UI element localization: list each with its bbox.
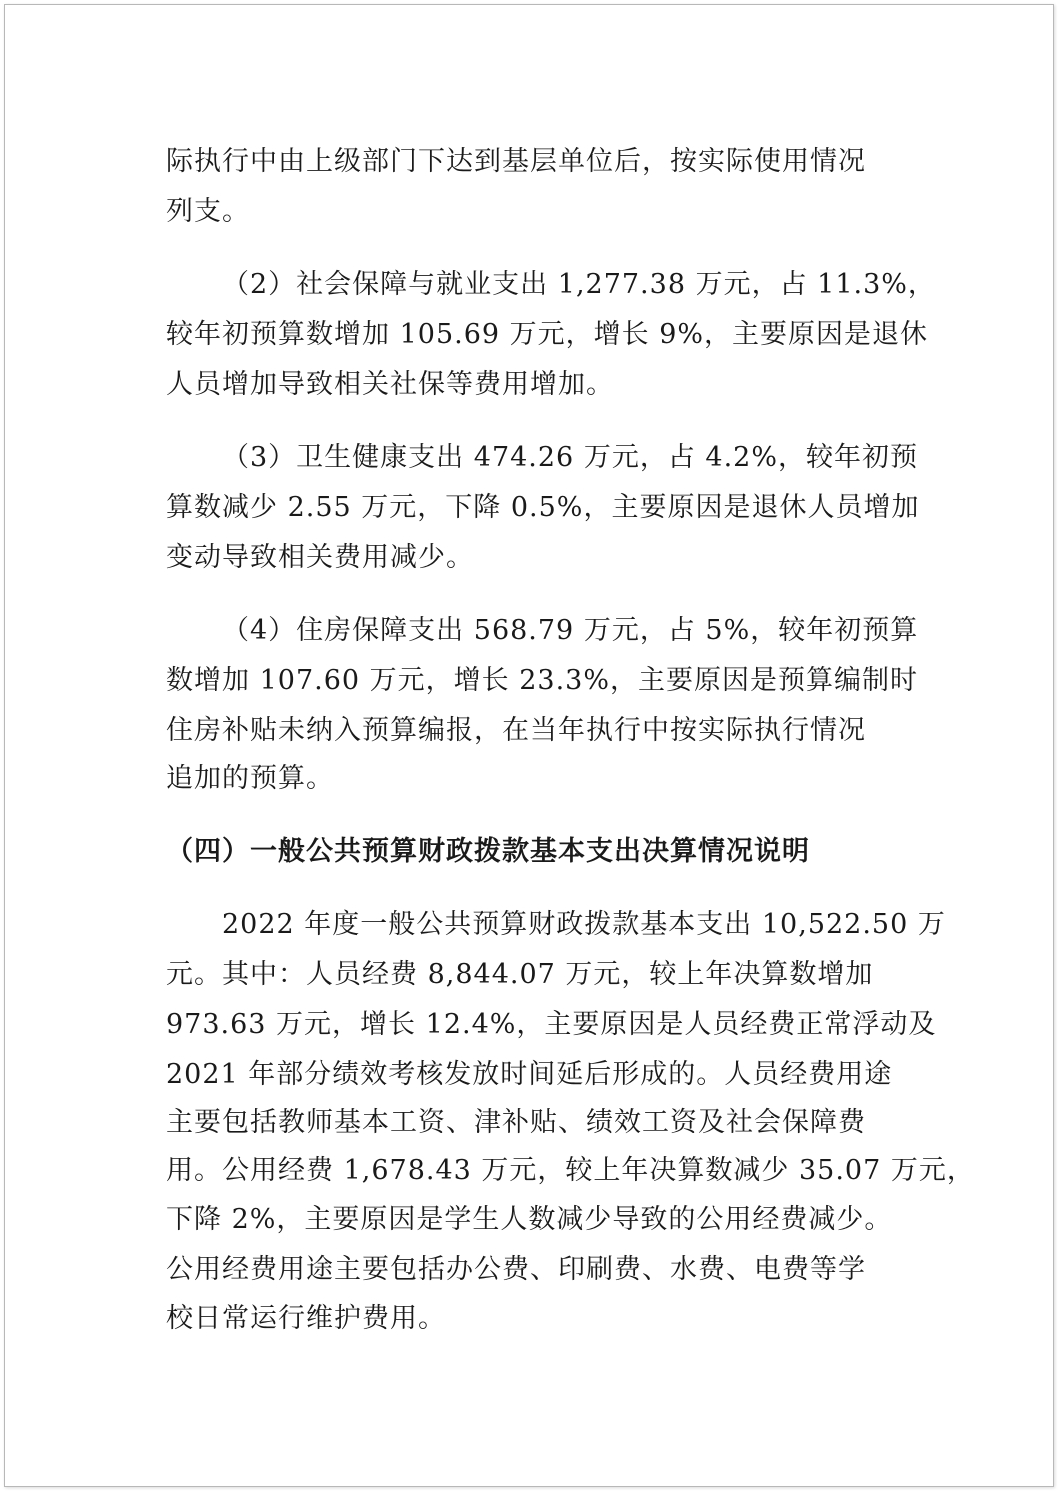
- text-line: 元。其中：人员经费 8,844.07 万元，较上年决算数增加: [166, 959, 874, 990]
- text-line: 公用经费用途主要包括办公费、印刷费、水费、电费等学: [166, 1254, 866, 1285]
- text-line: 列支。: [166, 196, 250, 227]
- paragraph-start-line: （4）住房保障支出 568.79 万元，占 5%，较年初预算: [222, 615, 919, 646]
- paragraph-start-line: （2）社会保障与就业支出 1,277.38 万元，占 11.3%，: [222, 269, 936, 300]
- section-heading: （四）一般公共预算财政拨款基本支出决算情况说明: [166, 836, 810, 867]
- text-line: 较年初预算数增加 105.69 万元，增长 9%，主要原因是退休: [166, 319, 929, 350]
- text-line: 变动导致相关费用减少。: [166, 542, 474, 573]
- text-line: 用。公用经费 1,678.43 万元，较上年决算数减少 35.07 万元，: [166, 1155, 975, 1186]
- text-line: 主要包括教师基本工资、津补贴、绩效工资及社会保障费: [166, 1107, 866, 1138]
- text-line: 住房补贴未纳入预算编报，在当年执行中按实际执行情况: [166, 715, 866, 746]
- paragraph-start-line: 2022 年度一般公共预算财政拨款基本支出 10,522.50 万: [222, 909, 946, 940]
- text-line: 追加的预算。: [166, 763, 334, 794]
- paragraph-start-line: （3）卫生健康支出 474.26 万元，占 4.2%，较年初预: [222, 442, 918, 473]
- text-line: 人员增加导致相关社保等费用增加。: [166, 369, 614, 400]
- text-line: 2021 年部分绩效考核发放时间延后形成的。人员经费用途: [166, 1059, 893, 1090]
- text-line: 算数减少 2.55 万元，下降 0.5%，主要原因是退休人员增加: [166, 492, 920, 523]
- text-line: 数增加 107.60 万元，增长 23.3%，主要原因是预算编制时: [166, 665, 918, 696]
- text-line: 下降 2%，主要原因是学生人数减少导致的公用经费减少。: [166, 1204, 893, 1235]
- text-line: 校日常运行维护费用。: [166, 1303, 446, 1334]
- text-line: 973.63 万元，增长 12.4%，主要原因是人员经费正常浮动及: [166, 1009, 937, 1040]
- text-line: 际执行中由上级部门下达到基层单位后，按实际使用情况: [166, 146, 866, 177]
